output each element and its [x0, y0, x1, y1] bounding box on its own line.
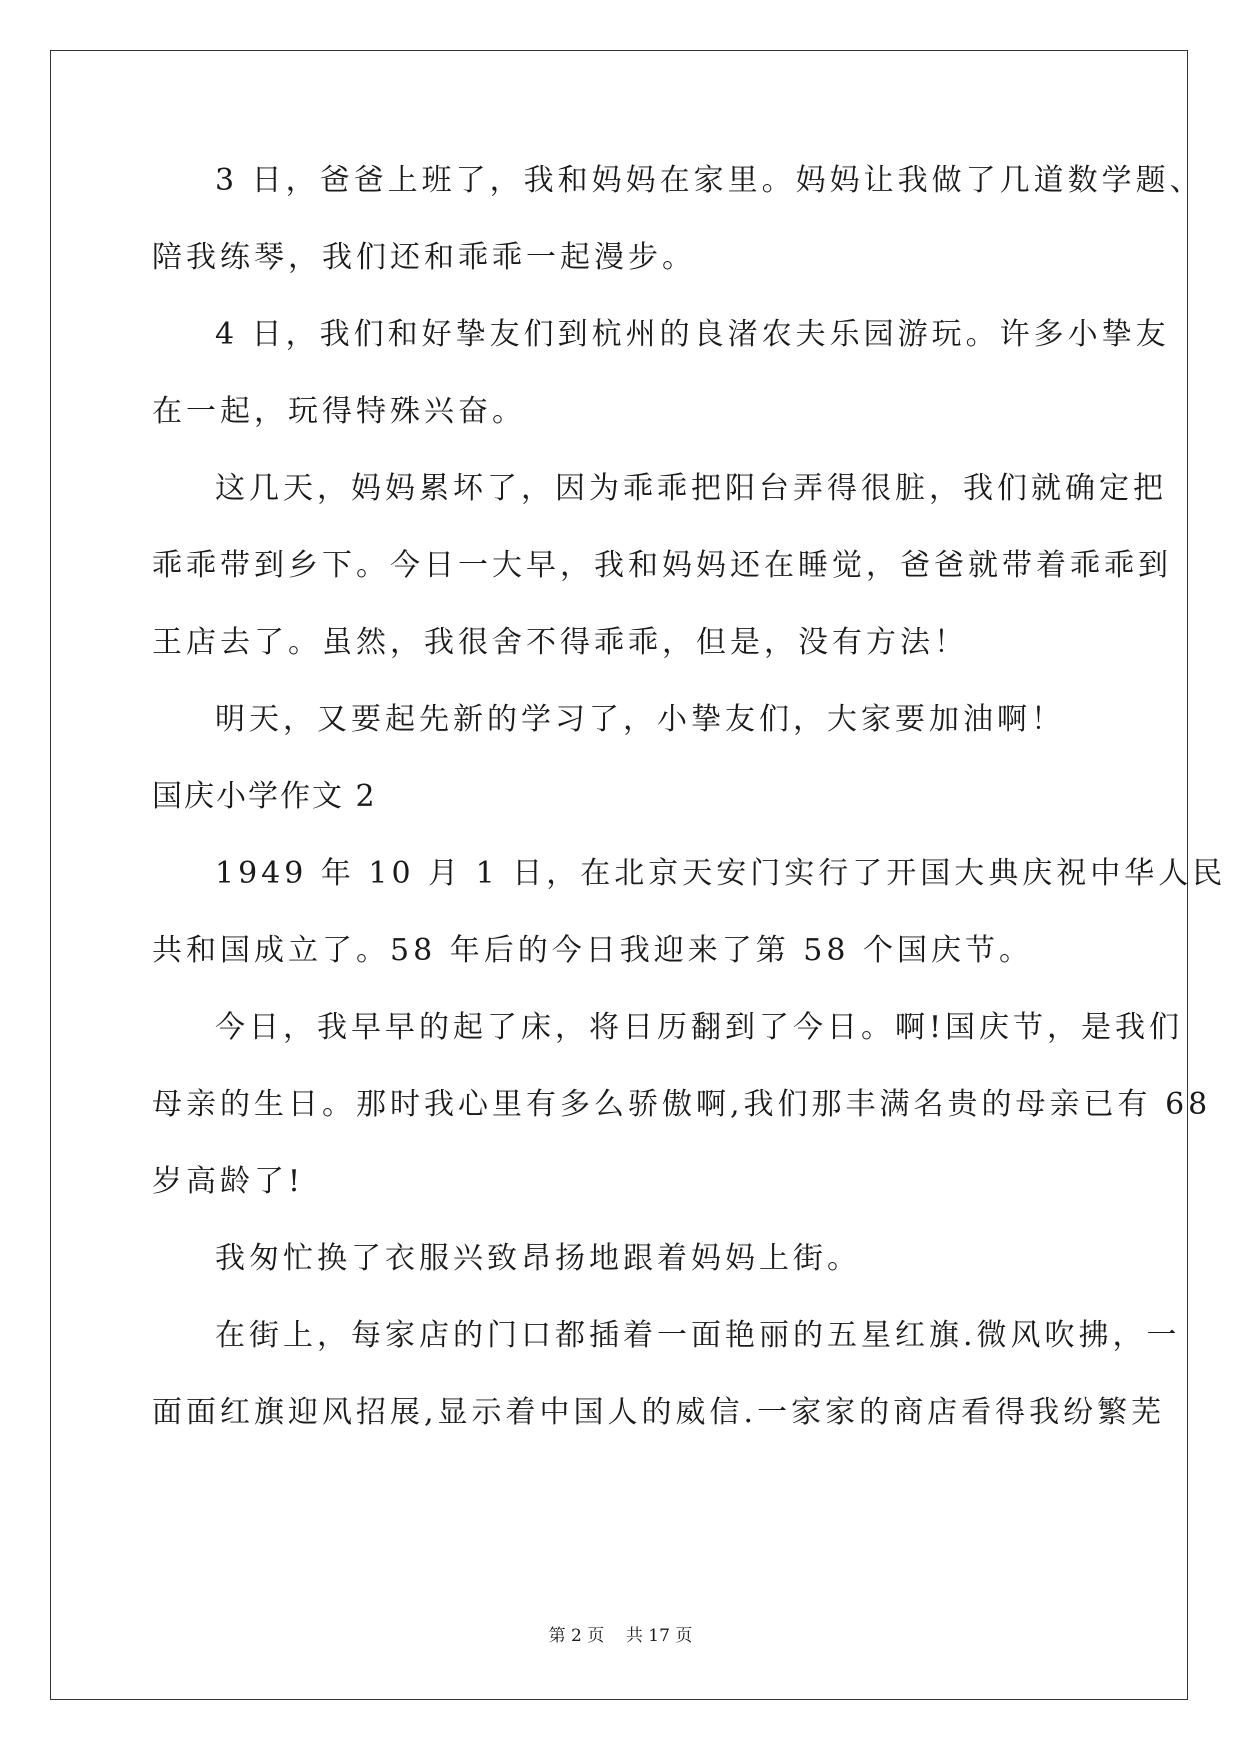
- paragraph-line: 乖乖带到乡下。今日一大早，我和妈妈还在睡觉，爸爸就带着乖乖到: [152, 548, 1172, 583]
- paragraph-line: 面面红旗迎风招展,显示着中国人的威信.一家家的商店看得我纷繁芜: [152, 1395, 1166, 1430]
- page-footer: [0, 1625, 1241, 1647]
- paragraph-line: 共和国成立了。58 年后的今日我迎来了第 58 个国庆节。: [152, 933, 1033, 968]
- paragraph-line: 这几天，妈妈累坏了，因为乖乖把阳台弄得很脏，我们就确定把: [215, 471, 1167, 506]
- paragraph-line: 1949 年 10 月 1 日，在北京天安门实行了开国大典庆祝中华人民: [215, 856, 1227, 891]
- section-heading: 国庆小学作文 2: [152, 779, 377, 814]
- page-total: 共 17 页: [625, 1626, 693, 1646]
- paragraph-line: 王店去了。虽然，我很舍不得乖乖，但是，没有方法！: [152, 625, 968, 660]
- page-number: 第 2 页: [548, 1626, 605, 1646]
- paragraph-line: 在街上，每家店的门口都插着一面艳丽的五星红旗.微风吹拂，一: [215, 1318, 1181, 1353]
- paragraph-line: 陪我练琴，我们还和乖乖一起漫步。: [152, 240, 696, 275]
- paragraph-line: 在一起，玩得特殊兴奋。: [152, 394, 526, 429]
- paragraph-line: 母亲的生日。那时我心里有多么骄傲啊,我们那丰满名贵的母亲已有 68: [152, 1087, 1212, 1122]
- paragraph-line: 岁高龄了!: [152, 1164, 305, 1199]
- document-body: [152, 162, 1227, 1471]
- paragraph-line: 4 日，我们和好挚友们到杭州的良渚农夫乐园游玩。许多小挚友: [215, 317, 1170, 352]
- paragraph-line: 今日，我早早的起了床，将日历翻到了今日。啊!国庆节，是我们: [215, 1010, 1184, 1045]
- paragraph-line: 明天，又要起先新的学习了，小挚友们，大家要加油啊！: [215, 702, 1065, 737]
- paragraph-line: 我匆忙换了衣服兴致昂扬地跟着妈妈上街。: [215, 1241, 861, 1276]
- paragraph-line: 3 日，爸爸上班了，我和妈妈在家里。妈妈让我做了几道数学题、: [215, 163, 1204, 198]
